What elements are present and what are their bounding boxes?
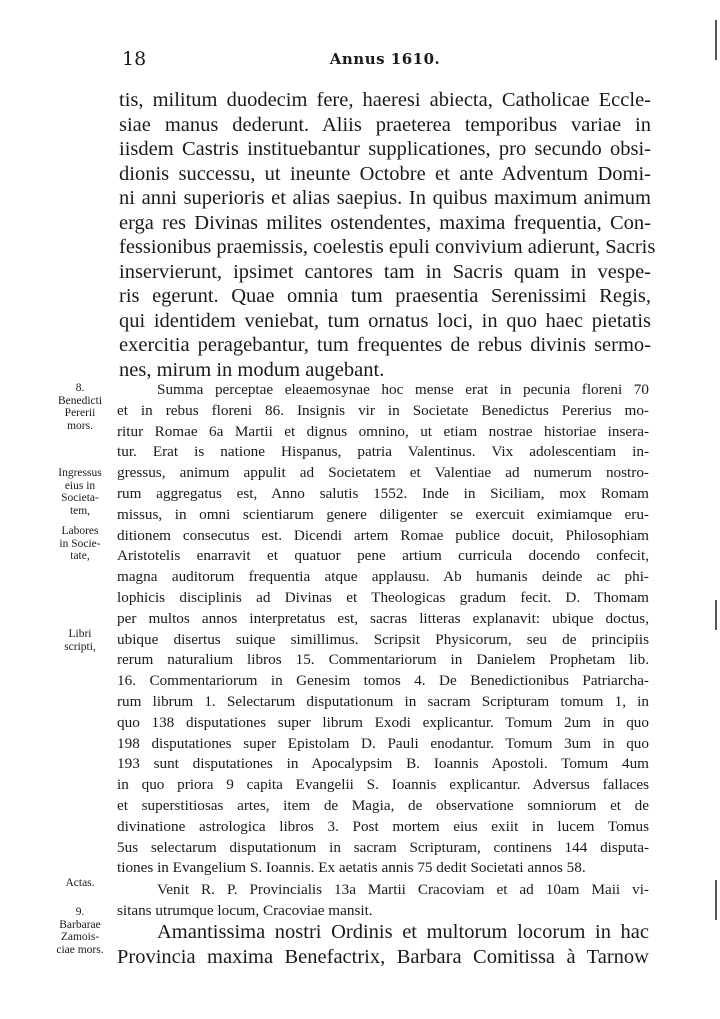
- text-line: ritur Romae 6a Martii et dignus omnino, ut etiam nostrae historiae insera-: [117, 422, 649, 440]
- margin-line: Societa-: [61, 492, 99, 504]
- text-line: 193 sunt disputationes in Apocalypsim B. Ioannis Apostoli. Tomum 4um: [117, 755, 649, 773]
- text-line: Amantissima nostri Ordinis et multorum locorum in hac: [157, 921, 649, 943]
- margin-line: mors.: [67, 419, 93, 432]
- margin-line: Actas.: [65, 877, 95, 889]
- margin-line: eius in: [64, 479, 96, 492]
- text-line: dionis successu, ut ineunte Octobre et ante Adventum Domi-: [119, 162, 651, 185]
- page-edge-mark: [715, 880, 717, 920]
- text-line: fessionibus praemissis, coelestis epuli convivium adierunt, Sacris: [119, 236, 656, 258]
- margin-line: Barbarae: [59, 918, 101, 931]
- margin-line: Libri: [68, 628, 92, 640]
- text-line: ris egerunt. Quae omnia tum praesentia Serenissimi Regis,: [119, 285, 651, 307]
- page-edge-mark: [715, 20, 717, 60]
- section-9-text: [117, 920, 649, 969]
- margin-line: tem,: [69, 504, 91, 517]
- running-title: Annus 1610.: [329, 50, 441, 68]
- margin-line: scripti,: [64, 640, 96, 653]
- text-line: tiones in Evangelium S. Ioannis. Ex aetatis annis 75 dedit Societati annos 58.: [117, 859, 586, 877]
- text-line: siae manus dederunt. Aliis praeterea temporibus variae in: [119, 113, 651, 136]
- text-line: ditionem consecutus est. Dicendi artem Romae publice docuit, Philosophiam: [117, 526, 649, 544]
- section-8-text: [117, 380, 649, 879]
- margin-line: Zamois-: [60, 931, 100, 943]
- main-text-block: [119, 88, 656, 382]
- margin-line: Labores: [61, 525, 99, 537]
- text-line: ni anni superioris et alias saepius. In quibus maximum animum: [119, 187, 651, 209]
- text-line: lophicis disciplinis ad Divinas et Theologicas gradum fecit. D. Thomam: [117, 588, 649, 606]
- text-line: missus, in omni scientiarum genere diligenter se exercuit eximiamque eru-: [117, 505, 649, 523]
- text-line: in quo priora 9 capita Evangelii S. Ioannis explicantur. Adversus fallaces: [117, 776, 649, 794]
- margin-line: in Socie-: [59, 537, 101, 550]
- margin-line: ciae mors.: [56, 943, 104, 956]
- text-line: erga res Divinas milites ostendentes, maxima frequentia, Con-: [119, 211, 651, 234]
- text-line: sitans utrumque locum, Cracoviae mansit.: [117, 901, 373, 919]
- text-line: qui identidem veniebat, tum ornatus loci, in quo haec pietatis: [119, 309, 651, 332]
- margin-note-labores: [48, 525, 112, 563]
- text-line: magna auditorum frequentia atque applausu. Ab humanis deinde ac phi-: [117, 568, 649, 586]
- margin-note-actas: [48, 877, 112, 890]
- text-line: Provincia maxima Benefactrix, Barbara Comitissa à Tarnow: [117, 945, 649, 968]
- text-line: rum aggregatus est, Anno salutis 1552. Inde in Siciliam, mox Romam: [117, 484, 649, 502]
- text-line: quo 138 disputationes super librum Exodi explicantur. Tomum 2um in quo: [117, 713, 649, 731]
- margin-line: Ingressus: [58, 467, 102, 479]
- text-line: 16. Commentariorum in Genesim tomos 4. De Benedictionibus Patriarcha-: [117, 672, 649, 690]
- margin-line: tate,: [70, 550, 90, 562]
- text-line: exercitia peragebantur, tum frequentes de rebus divinis sermo-: [119, 334, 651, 356]
- margin-line: 8.: [75, 382, 85, 394]
- margin-line: 9.: [75, 906, 85, 918]
- section-actas-text: [117, 880, 649, 922]
- text-line: nes, mirum in modum augebant.: [119, 358, 385, 381]
- text-line: ubique disertus suique simillimus. Scripsit Physicorum, seu de principiis: [117, 630, 649, 648]
- margin-note-8: [48, 382, 112, 432]
- text-line: rerum naturalium libros 15. Commentariorum in Danielem Prophetam lib.: [117, 651, 649, 669]
- text-line: gressus, animum appulit ad Societatem et Valentiae ad numerum nostro-: [117, 464, 649, 482]
- text-line: 5us selectarum disputationum in sacram Scripturam, continens 144 disputa-: [117, 838, 649, 856]
- page-header: [120, 48, 650, 72]
- text-line: tur. Erat is natione Hispanus, patria Valentinus. Vix adolescentiam in-: [117, 443, 649, 461]
- text-line: inservierunt, ipsimet cantores tam in Sacris quam in vespe-: [119, 260, 651, 283]
- text-line: Summa perceptae eleaemosynae hoc mense erat in pecunia floreni 70: [157, 381, 649, 398]
- margin-note-ingressus: [48, 467, 112, 517]
- margin-note-9: [48, 906, 112, 956]
- text-line: per multos annos interpretatus est, sacras litteras explanavit: ubique doctus,: [117, 609, 649, 627]
- text-line: tis, militum duodecim fere, haeresi abiecta, Catholicae Eccle-: [119, 89, 651, 111]
- text-line: rum librum 1. Selectarum disputationum in sacram Scripturam tomum 1, in: [117, 692, 649, 710]
- margin-line: Pererii: [64, 407, 96, 419]
- page-edge-mark: [715, 600, 717, 630]
- text-line: Aristotelis enarravit et quatuor pene artium curricula docendo confecit,: [117, 547, 649, 565]
- margin-line: Benedicti: [57, 394, 103, 407]
- text-line: iisdem Castris instituebantur supplicationes, pro secundo obsi-: [119, 138, 651, 160]
- text-line: et in rebus floreni 86. Insignis vir in Societate Benedictus Pererius mo-: [117, 401, 649, 419]
- text-line: et superstitiosas artes, item de Magia, de observatione somniorum et de: [117, 796, 649, 814]
- margin-note-libri: [48, 628, 112, 653]
- text-line: 198 disputationes super Epistolam D. Pauli enodantur. Tomum 3um in quo: [117, 734, 649, 752]
- text-line: Venit R. P. Provincialis 13a Martii Cracoviam et ad 10am Maii vi-: [157, 881, 649, 898]
- text-line: divinatione astrologica libros 3. Post mortem eius exiit in lucem Tomus: [117, 817, 649, 835]
- page-number: 18: [122, 48, 147, 70]
